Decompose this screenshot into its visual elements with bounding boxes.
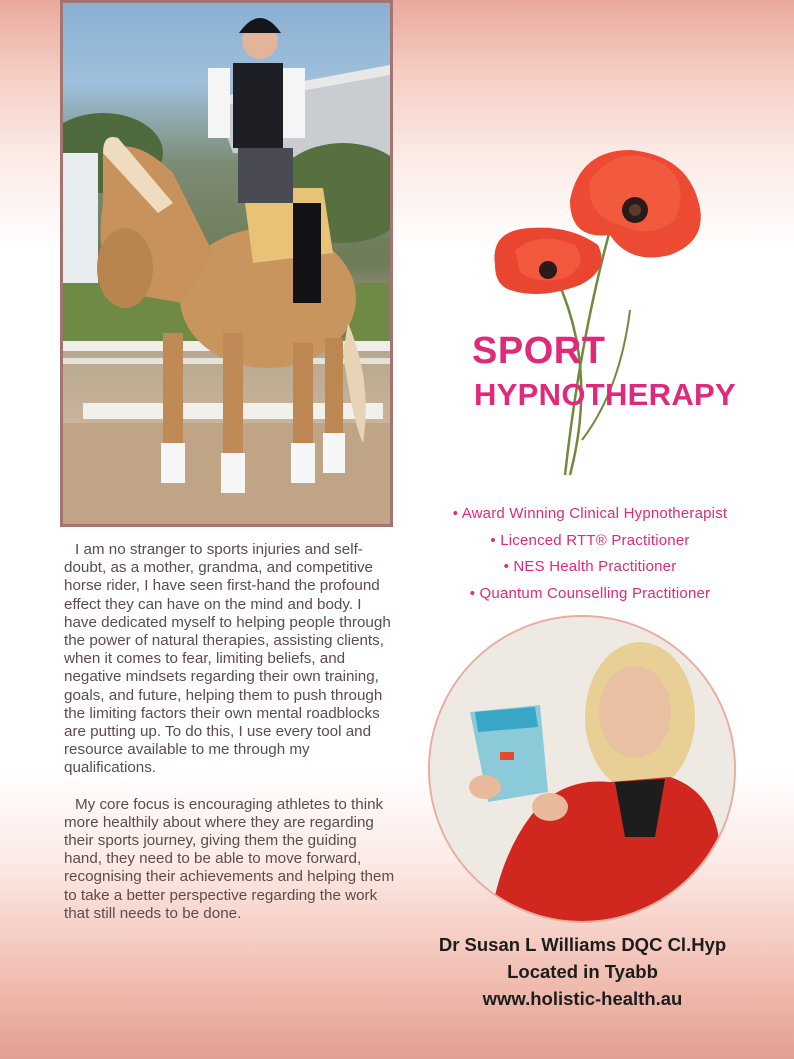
portrait-photo	[428, 615, 736, 923]
body-paragraph: I am no stranger to sports injuries and self-doubt, as a mother, grandma, and competitive horse rider, I have seen first-hand the profound effect they can have on the mind and body. I have dedicated myself to helping people through the power of natural therapies, assisting clients, when it comes to fear, limiting beliefs, and negative mindsets regarding their own training, goals, and future, helping them to push through the limiting factors their own mental roadblocks are putting up. To do this, I use every tool and resource available to me through my qualifications.	[64, 541, 391, 777]
photo-icon	[63, 3, 390, 524]
credential-item: • Quantum Counselling Practitioner	[469, 584, 711, 602]
body-paragraph: My core focus is encouraging athletes to think more healthily about where they are regarding their sports journey, giving them the guiding hand, they need to be able to move forward, recognising their achievements and helping them to take a better perspective regarding the work that still needs to be done.	[64, 795, 395, 922]
credential-item: • Licenced RTT® Practitioner	[490, 531, 690, 549]
contact-block	[405, 931, 760, 1012]
horse-rider-photo	[60, 0, 393, 527]
contact-location: Located in Tyabb	[507, 961, 658, 982]
body-text	[64, 541, 396, 941]
brand-title-sport: SPORT	[472, 330, 606, 372]
credentials-list	[405, 501, 775, 607]
portrait-icon	[430, 617, 734, 921]
credential-item: • NES Health Practitioner	[503, 558, 677, 575]
poppy-flower-icon	[470, 140, 720, 480]
brand-title-hypnotherapy: HYPNOTHERAPY	[474, 377, 736, 412]
contact-website-link[interactable]: www.holistic-health.au	[482, 988, 683, 1009]
credential-item: • Award Winning Clinical Hypnotherapist	[452, 505, 728, 522]
contact-name: Dr Susan L Williams DQC Cl.Hyp	[438, 934, 727, 955]
